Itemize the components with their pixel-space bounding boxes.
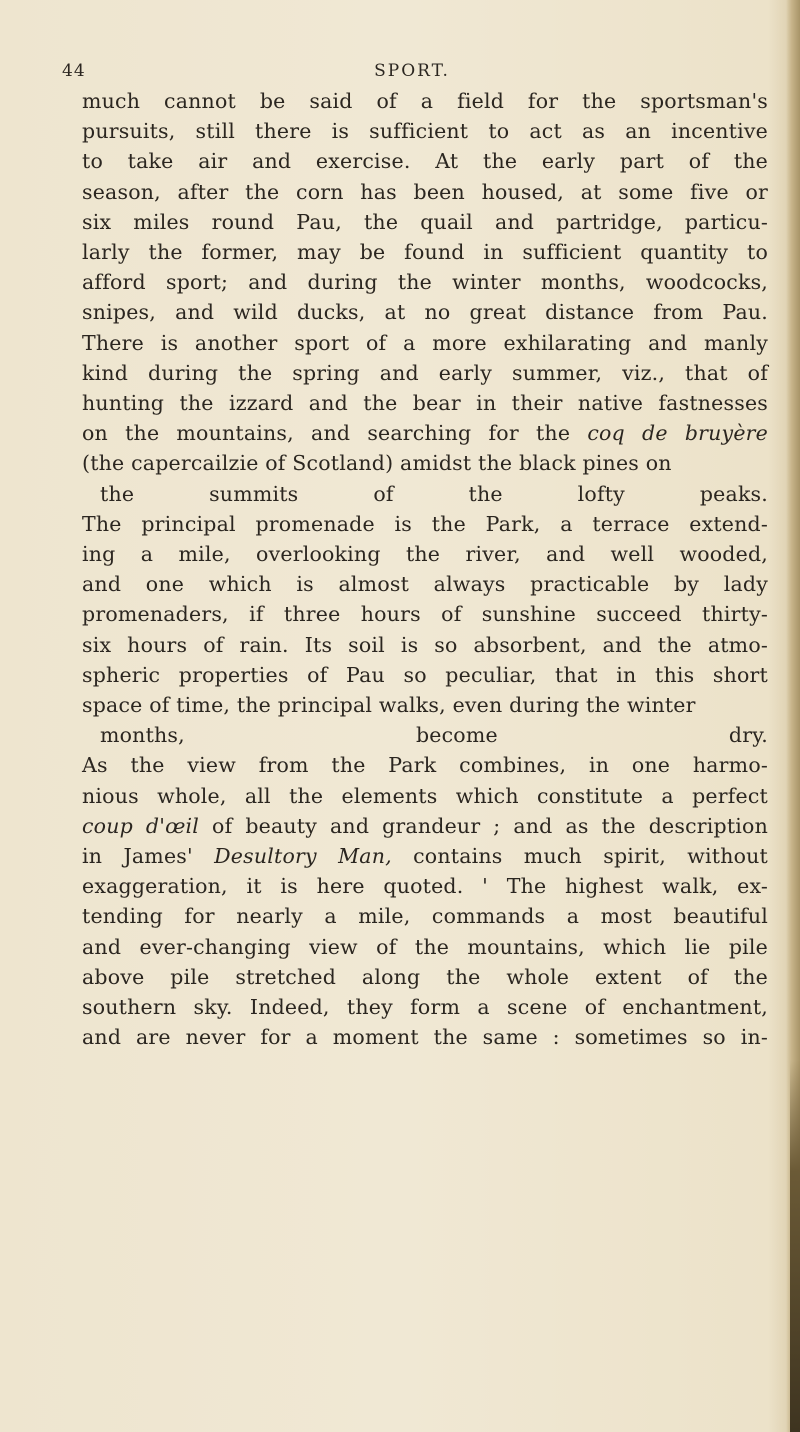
italic-text-run: Desultory Man, (214, 844, 392, 868)
text-line: As the view from the Park combines, in one harmo- (82, 753, 768, 778)
page-edge-shadow (790, 1060, 800, 1432)
text-run: in James' (82, 844, 215, 868)
text-line: (the capercailzie of Scotland) amidst the black pines on (82, 451, 672, 476)
page-number: 44 (62, 61, 86, 81)
page-header (62, 61, 762, 87)
text-line: much cannot be said of a field for the sportsman's (82, 89, 768, 113)
text-line: six miles round Pau, the quail and partridge, particu- (82, 209, 768, 234)
text-line: nious whole, all the elements which constitute a perfect (82, 783, 768, 808)
text-line: and are never for a moment the same : sometimes so in- (82, 1025, 768, 1050)
text-line: spheric properties of Pau so peculiar, that in this short (82, 662, 768, 687)
text-run: of beauty and grandeur ; and as the description (199, 813, 768, 838)
text-line: above pile stretched along the whole extent of the (82, 964, 768, 989)
text-line: season, after the corn has been housed, at some five or (82, 179, 768, 204)
text-line: The principal promenade is the Park, a terrace extend- (82, 511, 768, 536)
text-line: afford sport; and during the winter months, woodcocks, (82, 270, 768, 295)
text-line: the summits of the lofty peaks. (100, 481, 768, 506)
text-line: promenaders, if three hours of sunshine succeed thirty- (82, 602, 768, 627)
text-line (82, 841, 768, 871)
italic-text-run: coq de bruyère (587, 421, 769, 446)
text-line: and ever-changing view of the mountains, which lie pile (82, 934, 768, 959)
text-run: on the mountains, and searching for the (82, 421, 588, 446)
text-line: hunting the izzard and the bear in their native fastnesses (82, 391, 768, 415)
text-line: months, become dry. (100, 723, 768, 748)
text-run: contains much spirit, without (391, 844, 768, 868)
text-line: six hours of rain. Its soil is so absorbent, and the atmo- (82, 632, 768, 657)
text-line: space of time, the principal walks, even during the winter (82, 693, 696, 717)
text-line: southern sky. Indeed, they form a scene of enchantment, (82, 995, 768, 1019)
text-line: kind during the spring and early summer, viz., that of (82, 360, 768, 385)
text-line: to take air and exercise. At the early part of the (82, 149, 768, 174)
italic-text-run: coup d'œil (82, 813, 200, 838)
text-line: exaggeration, it is here quoted. ' The highest walk, ex- (82, 874, 768, 899)
text-line: and one which is almost always practicable by lady (82, 572, 768, 597)
running-head: SPORT. (374, 61, 450, 81)
text-line: pursuits, still there is sufficient to act as an incentive (82, 119, 768, 144)
text-line: snipes, and wild ducks, at no great distance from Pau. (82, 300, 768, 325)
text-line (82, 418, 768, 448)
text-line: There is another sport of a more exhilarating and manly (82, 330, 768, 355)
text-line: larly the former, may be found in sufficient quantity to (82, 240, 768, 264)
text-line (82, 811, 768, 841)
text-line: tending for nearly a mile, commands a most beautiful (82, 904, 768, 929)
text-line: ing a mile, overlooking the river, and well wooded, (82, 542, 768, 566)
